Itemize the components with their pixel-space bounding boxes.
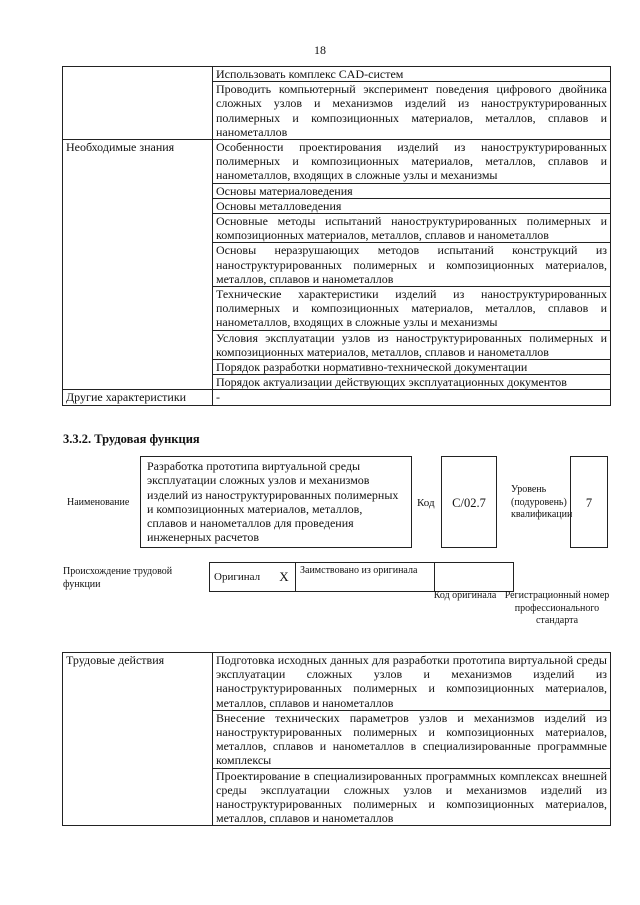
code-label: Код — [417, 497, 435, 509]
table-row — [63, 140, 611, 184]
borrowed-label: Заимствовано из оригинала — [296, 563, 435, 592]
row-text: Основы неразрушающих методов испытаний конструкций из наноструктурированных полимерных и композиционных материалов, металлов, сплавов и нанометаллов — [213, 243, 611, 287]
row-text: Основные методы испытаний наноструктурированных полимерных и композиционных материалов, металлов, сплавов и нанометаллов — [213, 214, 611, 243]
original-label: Оригинал — [210, 563, 274, 592]
row-text: - — [213, 390, 611, 405]
reg-number-cell — [514, 563, 623, 592]
level-label: Уровень (подуровень) квалификации — [511, 484, 573, 520]
table-row — [63, 390, 611, 405]
qualification-level: 7 — [570, 456, 608, 548]
origin-table — [209, 562, 622, 592]
row-text: Технические характеристики изделий из наноструктурированных полимерных и композиционных материалов, металлов, сплавов и нанометаллов, входящих в сложные узлы и механизмы — [213, 287, 611, 331]
row-text: Порядок актуализации действующих эксплуатационных документов — [213, 375, 611, 390]
table-row — [63, 653, 611, 711]
row-text: Особенности проектирования изделий из наноструктурированных полимерных и композиционных материалов, металлов, сплавов и нанометаллов, входящих в сложные узлы и механизмы — [213, 140, 611, 184]
row-text: Внесение технических параметров узлов и механизмов изделий из наноструктурированных полимерных и композиционных материалов, металлов, сплавов и нанометаллов в специализированные программные комплексы — [213, 710, 611, 768]
row-text: Условия эксплуатации узлов из наноструктурированных полимерных и композиционных материалов, металлов, сплавов и нанометаллов — [213, 330, 611, 359]
origin-label: Происхождение трудовой функции — [63, 566, 173, 590]
reg-number-caption: Регистрационный номер профессионального стандарта — [504, 590, 610, 626]
labor-actions-table — [62, 652, 611, 826]
page-number: 18 — [314, 43, 326, 57]
row-text: Основы металловедения — [213, 198, 611, 213]
row-text: Использовать комплекс CAD-систем — [213, 67, 611, 82]
original-mark: X — [273, 563, 296, 592]
code-original-caption: Код оригинала — [433, 590, 497, 601]
row-text: Порядок разработки нормативно-технической документации — [213, 360, 611, 375]
skills-knowledge-table — [62, 66, 611, 406]
row-text: Проектирование в специализированных программных комплексах внешней среды эксплуатации сложных узлов и механизмов изделий из наноструктурированных полимерных и композиционных материалов, металлов, сплавов и нанометаллов — [213, 768, 611, 826]
function-code: С/02.7 — [441, 456, 497, 548]
section-title: 3.3.2. Трудовая функция — [63, 432, 200, 446]
table-row — [63, 67, 611, 82]
row-label — [63, 67, 213, 140]
other-characteristics-label: Другие характеристики — [63, 390, 213, 405]
required-knowledge-label: Необходимые знания — [63, 140, 213, 390]
labor-actions-label: Трудовые действия — [63, 653, 213, 826]
function-name: Разработка прототипа виртуальной среды эксплуатации сложных узлов и механизмов изделий из наноструктурированных полимерных и композиционных материалов, металлов, сплавов и нанометаллов для проведения инженерных расчетов — [140, 456, 412, 548]
row-text: Проводить компьютерный эксперимент поведения цифрового двойника сложных узлов и механизмов изделий из наноструктурированных полимерных и композиционных материалов, металлов, сплавов и нанометаллов — [213, 82, 611, 140]
table-row — [210, 563, 623, 592]
row-text: Основы материаловедения — [213, 183, 611, 198]
name-label: Наименование — [67, 497, 130, 508]
row-text: Подготовка исходных данных для разработки прототипа виртуальной среды эксплуатации сложных узлов и механизмов изделий из наноструктурированных полимерных и композиционных материалов, металлов, сплавов и нанометаллов — [213, 653, 611, 711]
code-original-cell — [435, 563, 514, 592]
